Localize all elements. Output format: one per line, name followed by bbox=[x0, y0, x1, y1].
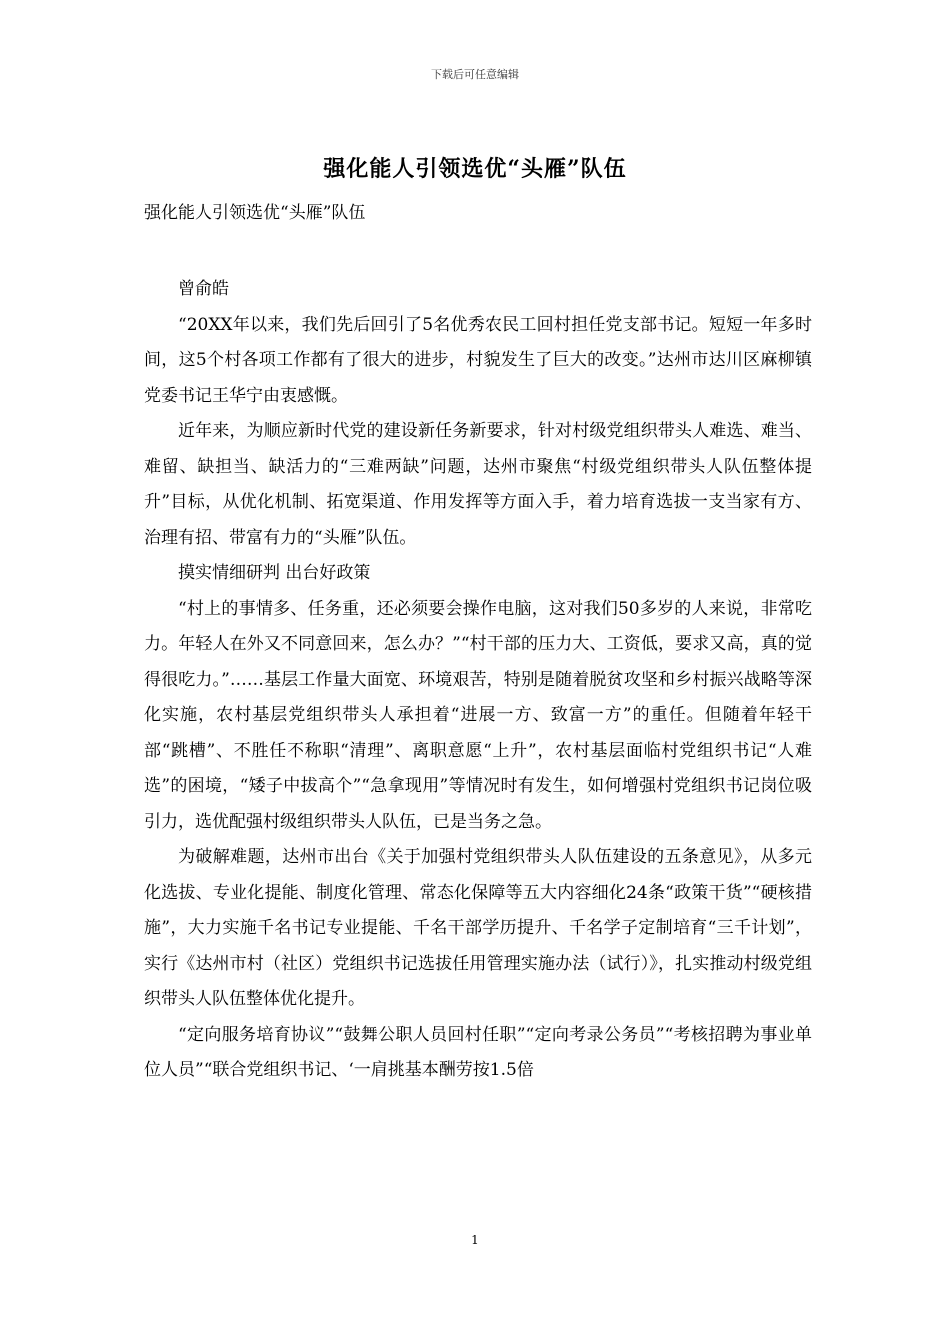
document-title: 强化能人引领选优“头雁”队伍 bbox=[323, 156, 627, 182]
section-heading: 摸实情细研判 出台好政策 bbox=[178, 563, 371, 583]
paragraph: 为破解难题，达州市出台《关于加强村党组织带头人队伍建设的五条意见》，从多元化选拔、专业化提能、制度化管理、常态化保障等五大内容细化24条“政策干货”“硬核措施”，大力实施千名书记专业提能、千名干部学历提升、千名学子定制培育“三千计划”，实行《达州市村（社区）党组织书记选拔任用管理实施办法（试行）》，扎实推动村级党组织带头人队伍整体优化提升。 bbox=[144, 847, 812, 1009]
header-note: 下载后可任意编辑 bbox=[431, 68, 519, 81]
paragraph: “村上的事情多、任务重，还必须要会操作电脑，这对我们50多岁的人来说，非常吃力。年轻人在外又不同意回来，怎么办？”“村干部的压力大、工资低，要求又高，真的觉得很吃力。”……基层工作量大面宽、环境艰苦，特别是随着脱贫攻坚和乡村振兴战略等深化实施，农村基层党组织带头人承担着“进展一方、致富一方”的重任。但随着年轻干部“跳槽”、不胜任不称职“清理”、离职意愿“上升”，农村基层面临村党组织书记“人难选”的困境，“矮子中拔高个”“急拿现用”等情况时有发生，如何增强村党组织书记岗位吸引力，选优配强村级组织带头人队伍，已是当务之急。 bbox=[144, 598, 812, 832]
paragraph: “20XX年以来，我们先后回引了5名优秀农民工回村担任党支部书记。短短一年多时间，这5个村各项工作都有了很大的进步，村貌发生了巨大的改变。”达州市达川区麻柳镇党委书记王华宁由衷感慨。 bbox=[144, 314, 812, 406]
page-number: 1 bbox=[471, 1233, 479, 1247]
author-name: 曾俞皓 bbox=[178, 279, 229, 299]
document-subtitle: 强化能人引领选优“头雁”队伍 bbox=[144, 203, 366, 223]
document-body bbox=[144, 272, 812, 1089]
paragraph: 近年来，为顺应新时代党的建设新任务新要求，针对村级党组织带头人难选、难当、难留、缺担当、缺活力的“三难两缺”问题，达州市聚焦“村级党组织带头人队伍整体提升”目标，从优化机制、拓宽渠道、作用发挥等方面入手，着力培育选拔一支当家有方、治理有招、带富有力的“头雁”队伍。 bbox=[144, 421, 812, 548]
paragraph: “定向服务培育协议”“鼓舞公职人员回村任职”“定向考录公务员”“考核招聘为事业单位人员”“联合党组织书记、‘一肩挑基本酬劳按1.5倍 bbox=[144, 1024, 812, 1080]
